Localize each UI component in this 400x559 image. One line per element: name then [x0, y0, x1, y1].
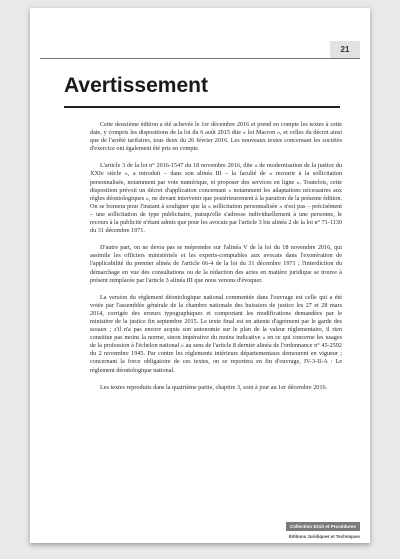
header-rule [40, 58, 360, 59]
footer [286, 515, 360, 539]
page-title: Avertissement [64, 74, 208, 97]
paragraph-5: Les textes reproduits dans la quatrième partie, chapitre 3, sont à jour au 1er décembre 2016. [100, 383, 328, 391]
collection-label: Collection Droit et Procédures [286, 522, 360, 531]
paragraph-1: Cette deuxième édition a été achevée le 1er décembre 2016 et prend en compte les textes à cette date, y compris les dispositions de la loi du 6 août 2015 dite « loi Macron », et celles du décret ainsi que de l'arrêté tarifaires, tous deux du 26 février 2016. Les nouveaux textes concernant les sociétés d'exercice ont également été pris en compte. [90, 121, 342, 153]
page-number: 21 [330, 41, 360, 58]
publisher-label: Éditions Juridiques et Techniques [288, 534, 360, 539]
title-rule [64, 106, 340, 108]
paragraph-3: D'autre part, on ne devra pas se méprendre sur l'alinéa V de la loi du 18 novembre 2016, qui assimile les officiers ministériels et les experts-comptables aux avocats dans l'exonération de l'applicabilité du premier alinéa de l'article 66-4 de la loi du 31 décembre 1971 ; l'interdiction du démarchage en vue des consultations ou de la rédaction des actes en matière juridique se trouve à présent remplacée par l'article 3 alinéa III que nous venons d'évoquer. [90, 244, 342, 284]
paragraph-4: La version du règlement déontologique national commentée dans l'ouvrage est celle qui a été votée par l'assemblée générale de la chambre nationale des huissiers de justice les 27 et 28 mars 2014, corrigée des erreurs typographiques et comportant les modifications demandées par le ministère de la justice fin septembre 2015. Le texte final est en attente d'agrément par le garde des sceaux ; s'il n'a pas encore acquis son autonomie sur le plan de la valeur réglementaire, il rien constitue pas moins la norme, sinon impérative du moins indicative « en ce qui concerne les usages de la profession à l'échelon national » au sens de l'article 8 dernier alinéa de l'ordonnance n° 45-2592 du 2 novembre 1945. Par contre les règlements intérieurs départementaux demeurent en vigueur ; concernant la force obligatoire de ces textes, on se reportera en fin d'ouvrage, IV-3-II-A : Le règlement déontologique national. [90, 293, 342, 374]
document-page [30, 8, 370, 543]
body-text [90, 121, 342, 401]
paragraph-2: L'article 3 de la loi n° 2016-1547 du 18 novembre 2016, dite « de modernisation de la justice du XXIe siècle », a introduit – dans son alinéa III – la faculté de « recourir à la sollicitation personnalisée, notamment par voie numérique, et proposer des services en ligne ». Toutefois, cette disposition prévoit un décret d'application concernant « notamment les adaptations nécessaires aux règles déontologiques », ne devant intervenir que postérieurement à la parution de la présente édition. On se bornera pour l'instant à souligner que la « sollicitation personnalisée » n'est pas – précisément – une sollicitation de type publicitaire, puisqu'elle s'adresse individuellement à une personne, le recours à la publicité n'étant admis que pour les avocats par l'article 3 bis alinéa 2 de la loi n° 71-1130 du 31 décembre 1971. [90, 162, 342, 235]
